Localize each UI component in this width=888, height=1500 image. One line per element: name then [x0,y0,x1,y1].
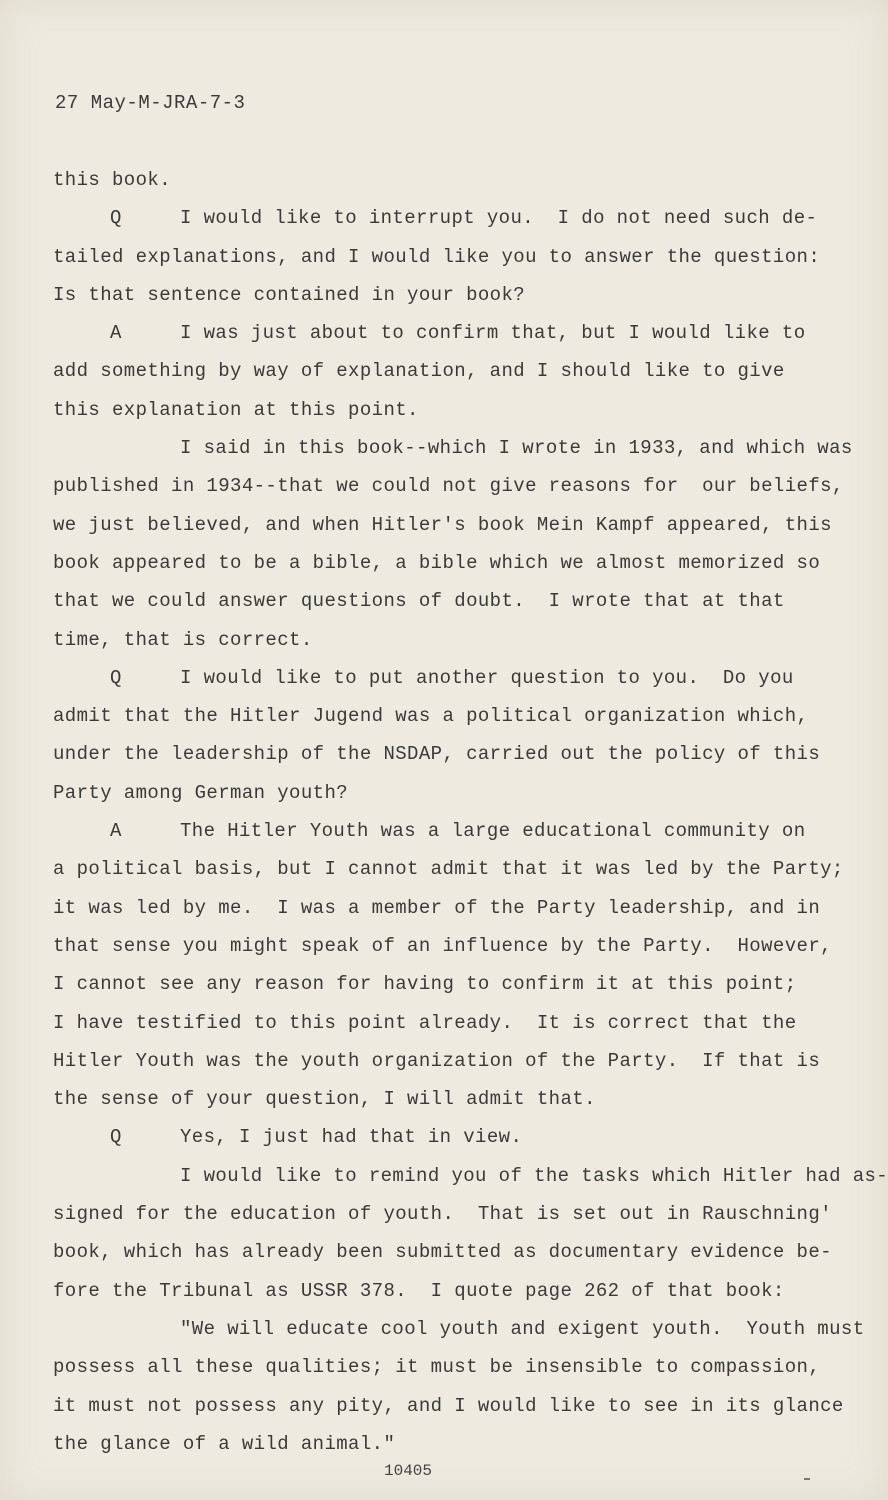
transcript-line [53,1317,865,1355]
transcript-line [53,589,833,627]
line-text: a political basis, but I cannot admit that it was led by the Party; [53,858,844,881]
line-text: it was led by me. I was a member of the Party leadership, and in [53,896,821,919]
transcript-line [53,245,833,283]
transcript-line [53,704,833,742]
transcript-line [53,742,833,780]
transcript-body [53,168,888,1470]
line-text: book, which has already been submitted as documentary evidence be- [53,1241,832,1264]
transcript-line [53,1202,833,1240]
margin-mark [804,1478,810,1483]
line-text: fore the Tribunal as USSR 378. I quote page 262 of that book: [53,1279,785,1302]
transcript-line [53,1355,833,1393]
line-text: published in 1934--that we could not give reasons for our beliefs, [53,475,844,498]
transcript-line [53,781,833,819]
transcript-line [53,666,833,704]
line-text: The Hitler Youth was a large educational community on [180,820,806,843]
line-text: Party among German youth? [53,781,349,804]
line-text: the sense of your question, I will admit that. [53,1088,596,1111]
line-text: time, that is correct. [53,628,313,651]
transcript-line [53,1049,833,1087]
line-text: I would like to put another question to you. Do you [180,666,794,689]
transcript-line [53,168,833,206]
line-text: that sense you might speak of an influence by the Party. However, [53,934,832,957]
line-text: I would like to remind you of the tasks which Hitler had as- [180,1164,888,1187]
line-text: "We will educate cool youth and exigent youth. Youth must [180,1317,865,1340]
transcript-line [53,551,833,589]
line-text: Hitler Youth was the youth organization of the Party. If that is [53,1049,821,1072]
transcript-line [53,1279,833,1317]
line-text: that we could answer questions of doubt. I wrote that at that [53,590,785,613]
line-text: book appeared to be a bible, a bible which we almost memorized so [53,551,821,574]
speaker-label: Q [110,1126,122,1149]
transcript-line [53,321,833,359]
transcript-line [53,857,844,895]
transcript-line [53,513,833,551]
line-text: I would like to interrupt you. I do not need such de- [180,207,818,230]
transcript-line [53,1432,833,1470]
line-text: we just believed, and when Hitler's book Mein Kampf appeared, this [53,513,832,536]
page-number: 10405 [384,1462,433,1480]
line-text: possess all these qualities; it must be insensible to compassion, [53,1356,821,1379]
line-text: admit that the Hitler Jugend was a political organization which, [53,705,809,728]
transcript-line [53,436,853,474]
transcript-line [53,1087,833,1125]
document-reference: 27 May-M-JRA-7-3 [55,92,246,114]
transcript-line [53,934,833,972]
line-text: signed for the education of youth. That is set out in Rauschning' [53,1203,832,1226]
transcript-line [53,972,833,1010]
line-text: this explanation at this point. [53,398,419,421]
transcript-line [53,398,833,436]
line-text: I said in this book--which I wrote in 1933, and which was [180,437,853,460]
transcript-line [53,628,833,666]
transcript-line [53,1164,888,1202]
line-text: I was just about to confirm that, but I would like to [180,322,806,345]
line-text: the glance of a wild animal." [53,1432,396,1455]
line-text: tailed explanations, and I would like you to answer the question: [53,245,821,268]
line-text: under the leadership of the NSDAP, carried out the policy of this [53,743,821,766]
speaker-label: A [110,322,122,345]
line-text: it must not possess any pity, and I would like to see in its glance [53,1394,844,1417]
transcript-line [53,359,833,397]
transcript-line [53,1125,833,1163]
transcript-line [53,819,833,857]
transcript-line [53,1240,833,1278]
line-text: Is that sentence contained in your book? [53,283,526,306]
speaker-label: Q [110,666,122,689]
line-text: I have testified to this point already. It is correct that the [53,1011,797,1034]
transcript-line [53,896,833,934]
transcript-line [53,1394,844,1432]
transcript-line [53,206,833,244]
transcript-line [53,474,844,512]
line-text: I cannot see any reason for having to confirm it at this point; [53,973,797,996]
line-text: add something by way of explanation, and I should like to give [53,360,785,383]
line-text: Yes, I just had that in view. [180,1126,523,1149]
speaker-label: A [110,820,122,843]
transcript-line [53,283,833,321]
speaker-label: Q [110,207,122,230]
transcript-line [53,1011,833,1049]
line-text: this book. [53,169,172,191]
